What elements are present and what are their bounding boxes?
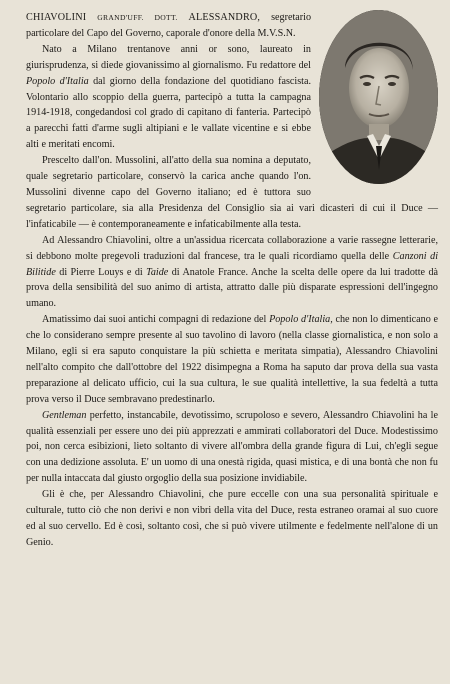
paragraph-3: [26, 233, 438, 313]
paragraph-5-text: perfetto, instancabile, devotissimo, scrupoloso e severo, Alessandro Chiavolini ha le qualità essenziali per essere uno dei più apprezzati e ammirati collaboratori del Duce. Modestissimo poi, non cerca esibizioni, lieto soltanto di vivere all'ombra della grande figura di Lui, ch'egli segue con una dedizione assoluta. E' un uomo di una onestà rigida, quasi mistica, e di una bontà che non fu per nulla intaccata dal giusto orgoglio della sua posizione invidiabile.: [26, 409, 438, 485]
paragraph-3-italic-2: Taide: [146, 266, 169, 278]
paragraph-3-text-b: di Pierre Louys e di: [59, 266, 143, 278]
portrait-frame: [319, 10, 438, 184]
paragraph-4-italic: Popolo d'Italia,: [269, 314, 333, 326]
paragraph-5: [26, 408, 438, 488]
entry-intro-text: segretario particolare del Capo del Governo, caporale d'onore della M.V.S.N.: [26, 12, 312, 39]
paragraph-5-italic: Gentleman: [42, 409, 87, 421]
paragraph-3-italic-1: Canzoni di Bilitide: [26, 250, 439, 278]
portrait-photo-icon: [319, 10, 438, 184]
paragraph-1-text: Nato a Milano trentanove anni or sono, laureato in giurisprudenza, si diede giovanissimo al giornalismo. Fu redattore del: [26, 43, 311, 71]
paragraph-4: [26, 312, 438, 407]
entry-honorific: GRAND'UFF. DOTT.: [97, 13, 178, 22]
entry-given-name: ALESSANDRO,: [188, 12, 261, 23]
paragraph-3-text-a: Ad Alessandro Chiavolini, oltre a un'assidua ricercata collaborazione a varie rassegne letterarie, si debbono molte pregevoli traduzioni dal francese, tra le quali ricordiamo quella delle: [26, 234, 438, 262]
paragraph-6-text: Gli è che, per Alessandro Chiavolini, che pure eccelle con una sua personalità spirituale e culturale, tutto ciò che non derivi e non vibri della vita del Duce, resta estraneo oramai al suo cuore ed al suo cervello. Ed è così, soltanto così, che si può vivere utilmente e fedelmente nell'alone di un Genio.: [26, 489, 438, 548]
paragraph-4-text-b: che non lo dimenticano e che lo considerano sempre presente al suo tavolino di lavoro (nella classe giornalistica, e non solo a Milano, egli si era saputo conquistare la più schietta e meritata simpatia), Alessandro Chiavolini nell'alto compito che dall'ottobre del 1922 disimpegna a Roma ha saputo dar prova della sua vasta preparazione al delicato ufficio, cui la sua cultura, le sue qualità intellettive, la sua fedeltà a tutta prova verso il Duce sembravano predestinarlo.: [26, 314, 439, 405]
entry-surname: CHIAVOLINI: [26, 12, 87, 23]
paragraph-1-text-rest: dal giorno della fondazione del quotidiano fascista. Volontario allo scoppio della guerra, partecipò a tutta la campagna 1914-1918, congedandosi col grado di capitano di fanteria. Partecipò a parecchi fatti d'arme sugli altipiani e le vallate vicentine e si ebbe alti e meritati encomi.: [26, 75, 312, 151]
paragraph-1-italic: Popolo d'Italia: [26, 75, 89, 87]
paragraph-3-text-c: di Anatole France. Anche la scelta delle opere da lui tradotte dà prova della sensibilità del suo animo di artista, attratto dalle più disparate espressioni dell'ingegno umano.: [26, 266, 439, 310]
paragraph-6: [26, 487, 438, 551]
paragraph-2-text: Prescelto dall'on. Mussolini, all'atto della sua nomina a deputato, quale segretario particolare, conservò la carica anche quando l'on. Mussolini divenne capo del Governo italiano; ed è tuttora suo segretario particolare, sia alla Presidenza del Consiglio sia ai vari dicasteri di cui il Duce — l'infaticabile — è contemporaneamente e infaticabilmente alla testa.: [26, 155, 438, 230]
paragraph-4-text-a: Amatissimo dai suoi antichi compagni di redazione del: [42, 314, 267, 326]
